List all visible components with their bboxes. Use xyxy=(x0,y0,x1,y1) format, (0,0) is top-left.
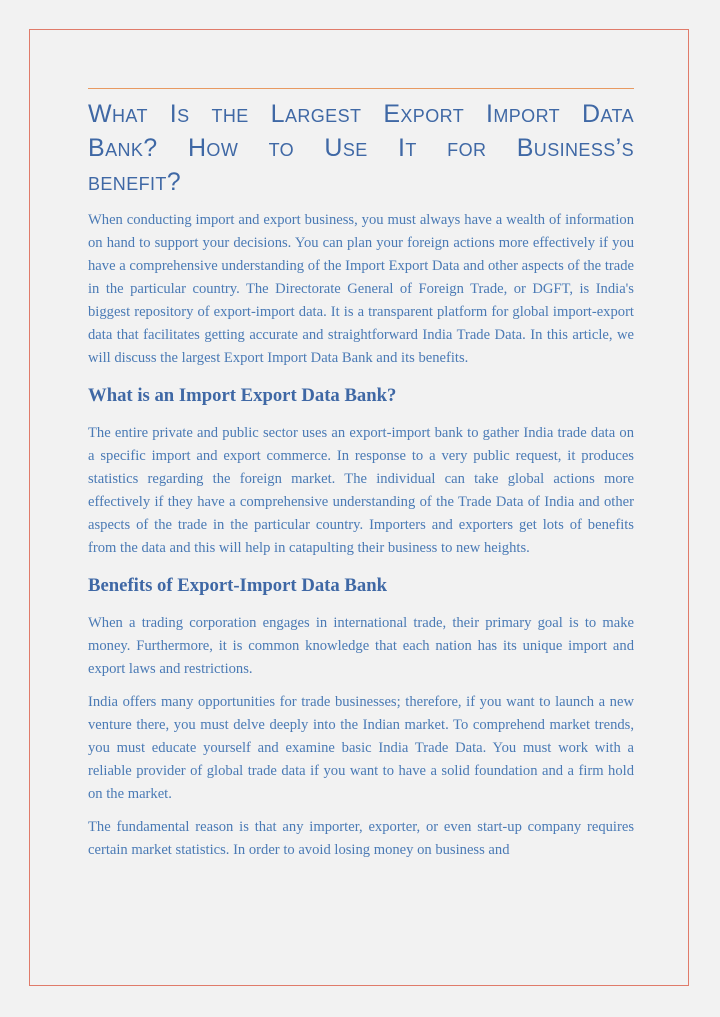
section-heading-import-export-data-bank: What is an Import Export Data Bank? xyxy=(88,385,397,406)
title-line-2: Bank? How to Use It for Business’s xyxy=(88,134,634,162)
section2-paragraph-1: When a trading corporation engages in international trade, their primary goal is to make money. Furthermore, it is common knowledge that each nation has its unique import and export laws and restrictions. xyxy=(88,615,634,677)
page-frame xyxy=(29,29,689,986)
page-title xyxy=(88,97,634,199)
section2-paragraph-2: India offers many opportunities for trade businesses; therefore, if you want to launch a new venture there, you must delve deeply into the Indian market. To comprehend market trends, you must educate yourself and examine basic India Trade Data. You must work with a reliable provider of global trade data if you want to have a solid foundation and a firm hold on the market. xyxy=(88,694,634,802)
document-content xyxy=(88,88,634,862)
title-line-3: benefit? xyxy=(88,168,182,196)
title-line-1: What Is the Largest Export Import Data xyxy=(88,100,634,128)
section-heading-benefits: Benefits of Export-Import Data Bank xyxy=(88,575,387,596)
title-rule xyxy=(88,88,634,89)
intro-paragraph: When conducting import and export business, you must always have a wealth of information on hand to support your decisions. You can plan your foreign actions more effectively if you have a comprehensive understanding of the Import Export Data and other aspects of the trade in the particular country. The Directorate General of Foreign Trade, or DGFT, is India's biggest repository of export-import data. It is a transparent platform for global import-export data that facilitates getting accurate and straightforward India Trade Data. In this article, we will discuss the largest Export Import Data Bank and its benefits. xyxy=(88,212,634,366)
section2-paragraph-3: The fundamental reason is that any importer, exporter, or even start-up company requires certain market statistics. In order to avoid losing money on business and xyxy=(88,819,634,858)
section1-paragraph-1: The entire private and public sector uses an export-import bank to gather India trade data on a specific import and export commerce. In response to a very public request, it produces statistics regarding the foreign market. The individual can take global actions more effectively if they have a comprehensive understanding of the Trade Data of India and other aspects of the trade in the particular country. Importers and exporters get lots of benefits from the data and this will help in catapulting their business to new heights. xyxy=(88,425,634,556)
